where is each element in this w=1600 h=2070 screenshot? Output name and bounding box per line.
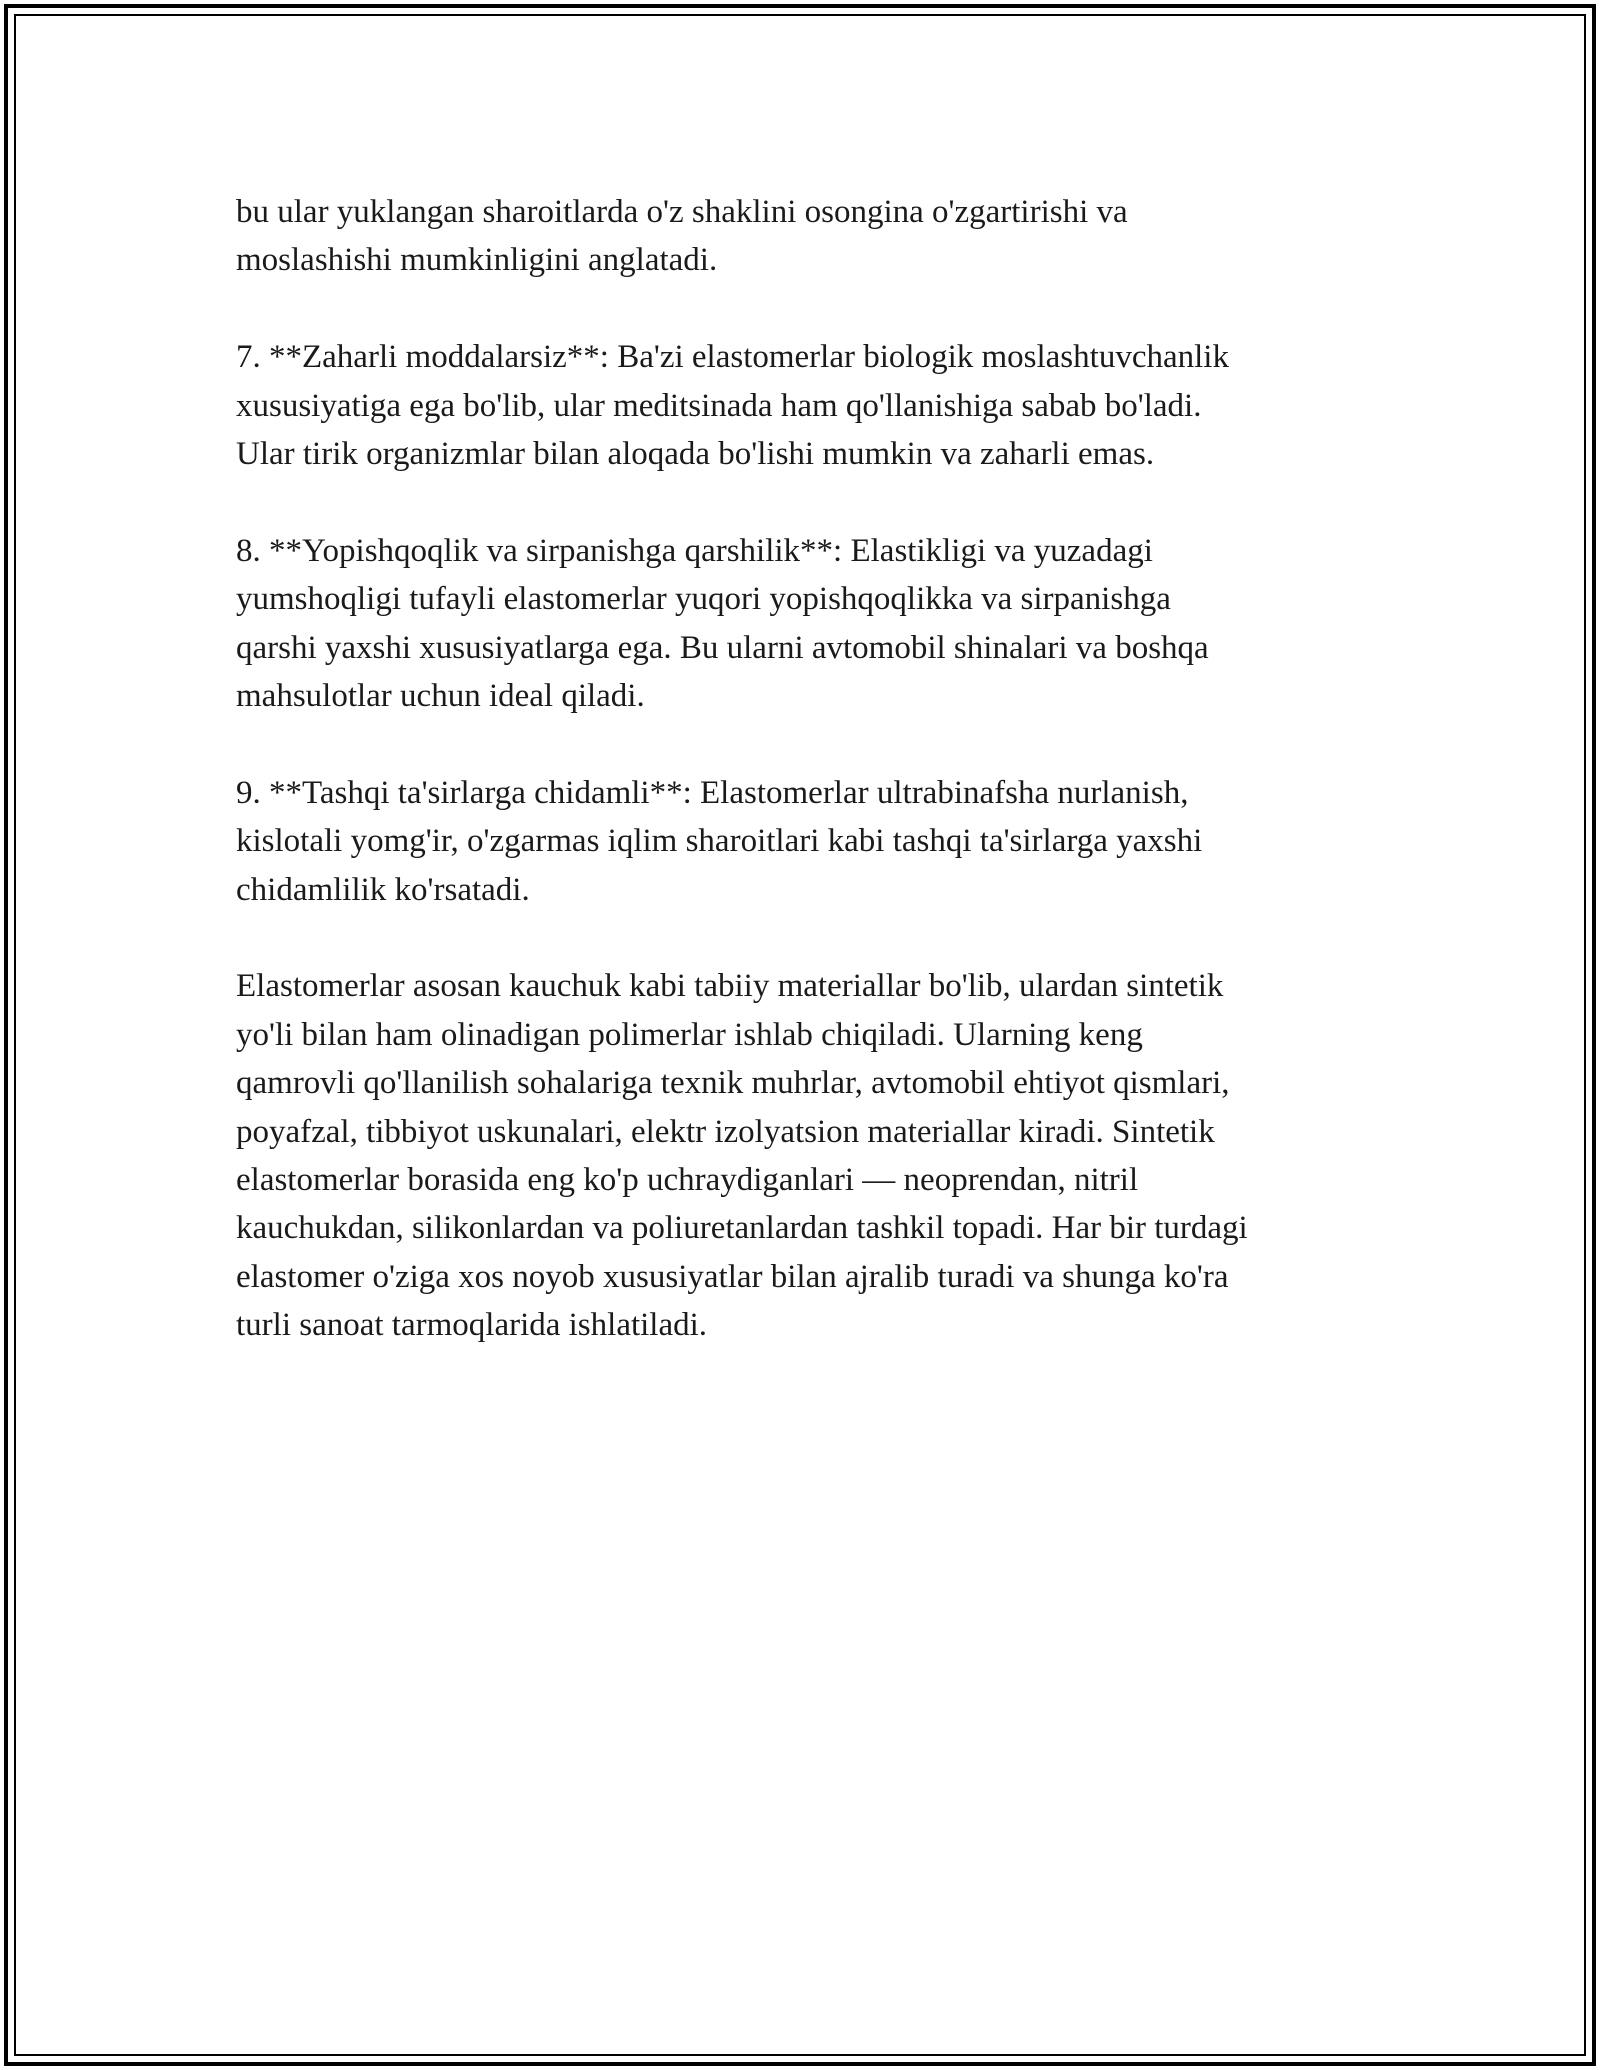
text-line: kislotali yomg'ir, o'zgarmas iqlim sharoitlari kabi tashqi ta'sirlarga yaxshi [236,823,1203,860]
text-line: poyafzal, tibbiyot uskunalari, elektr izolyatsion materiallar kiradi. Sintetik [236,1113,1215,1150]
text-line: 7. **Zaharli moddalarsiz**: Ba'zi elastomerlar biologik moslashtuvchanlik [236,339,1229,376]
paragraph-summary [236,962,1366,1349]
text-line: Elastomerlar asosan kauchuk kabi tabiiy materiallar bo'lib, ulardan sintetik [236,968,1224,1005]
text-line: 8. **Yopishqoqlik va sirpanishga qarshilik**: Elastikligi va yuzadagi [236,532,1153,569]
paragraph-item-9 [236,769,1366,914]
text-line: bu ular yuklangan sharoitlarda o'z shaklini osongina o'zgartirishi va [236,194,1128,230]
text-line: turli sanoat tarmoqlarida ishlatiladi. [236,1307,708,1344]
document-body [236,188,1366,1398]
text-line: xususiyatiga ega bo'lib, ular meditsinada ham qo'llanishiga sabab bo'ladi. [236,387,1202,424]
text-line: elastomerlar borasida eng ko'p uchraydiganlari — neoprendan, nitril [236,1162,1139,1199]
text-line: kauchukdan, silikonlardan va poliuretanlardan tashkil topadi. Har bir turdagi [236,1210,1248,1247]
paragraph-continuation [236,188,1366,285]
text-line: chidamlilik ko'rsatadi. [236,871,530,908]
text-line: qamrovli qo'llanilish sohalariga texnik muhrlar, avtomobil ehtiyot qismlari, [236,1065,1230,1102]
text-line: mahsulotlar uchun ideal qiladi. [236,678,645,715]
text-line: yumshoqligi tufayli elastomerlar yuqori yopishqoqlikka va sirpanishga [236,581,1171,618]
text-line: elastomer o'ziga xos noyob xususiyatlar bilan ajralib turadi va shunga ko'ra [236,1258,1229,1295]
text-line: Ular tirik organizmlar bilan aloqada bo'lishi mumkin va zaharli emas. [236,436,1155,473]
text-line: qarshi yaxshi xususiyatlarga ega. Bu ularni avtomobil shinalari va boshqa [236,629,1209,666]
paragraph-item-8 [236,527,1366,721]
text-line: moslashishi mumkinligini anglatadi. [236,242,718,279]
paragraph-item-7 [236,333,1366,478]
text-line: 9. **Tashqi ta'sirlarga chidamli**: Elastomerlar ultrabinafsha nurlanish, [236,774,1189,811]
text-line: yo'li bilan ham olinadigan polimerlar ishlab chiqiladi. Ularning keng [236,1016,1143,1053]
